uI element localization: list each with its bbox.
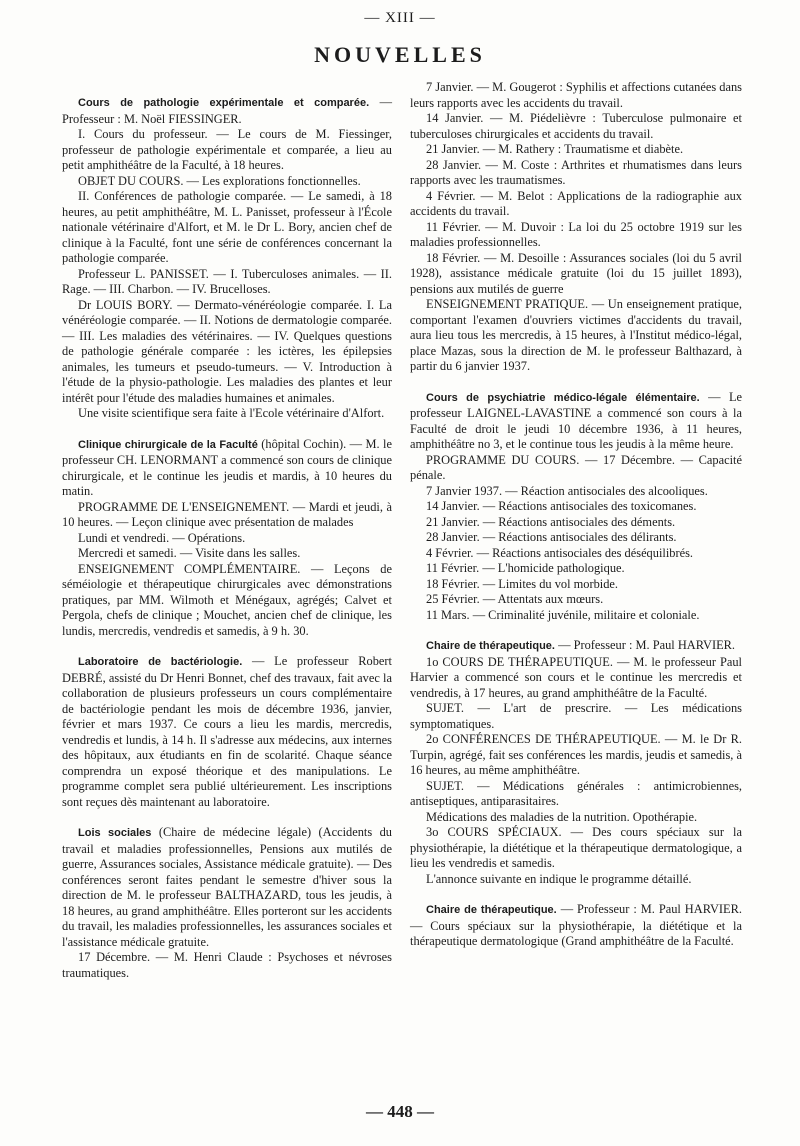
paragraph-text: — Professeur : M. Paul HARVIER. [554,638,736,652]
paragraph [410,810,742,826]
section-lead-paragraph [410,390,742,453]
paragraph [62,267,392,298]
paragraph-text: — Professeur : M. Noël FIESSINGER. [62,95,392,126]
paragraph-text: (hôpital Cochin). — M. le professeur CH. LENORMANT a commencé son cours de clinique chirurgicale, et le continue les jeudis et mardis, à 10 heures du matin. [62,436,392,498]
paragraph-text: 4 Février. — M. Belot : Applications de la radiographie aux accidents du travail. [410,188,742,218]
paragraph-text: Dr LOUIS BORY. — Dermato-vénéréologie comparée. I. La vénéréologie comparée. — II. Notions de dermatologie comparée. — III. Les maladies des vétérinaires. — IV. Quelques questions de pathologie générale comparée : les ictères, les épilepsies animales, les tumeurs et pseudo-tumeurs. — V. Introduction à l'étude de la physio-pathologie. Les maladies des plantes et leur intérêt pour l'étude des maladies humaines et animales. [62,297,392,405]
paragraph-text: (Chaire de médecine légale) (Accidents du travail et maladies professionnelles, Pensions aux mutilés de guerre, Assurances sociales, Assistance médicale gratuite). — Des conférences seront faites pendant le semestre d'hiver sous la direction de M. le professeur BALTHAZARD, tous les jeudis, à 18 heures, au grand amphithéâtre. Elles porteront sur les accidents du travail, les maladies professionnelles, les assurances sociales et l'assistance médicale gratuite. [62,825,393,949]
paragraph-text: — Le professeur Robert DEBRÉ, assisté du Dr Henri Bonnet, chef des travaux, fait avec la collaboration de plusieurs professeurs un cours complémentaire de bactériologie pendant les mois de décembre 1936, janvier, février et mars 1937. Ce cours a lieu les mardis, mercredis, vendredis et lundis, à 14 h. Il s'adresse aux médecins, aux internes des hôpitaux, aux étudiants en fin de scolarité. Chaque séance comprendra un exposé théorique et des manipulations. Le programme complet sera publié ultérieurement. Les inscriptions sont reçues dès maintenant au laboratoire. [62,654,392,809]
paragraph-text: 25 Février. — Attentats aux mœurs. [426,592,604,606]
paragraph [62,298,392,407]
paragraph [410,577,742,593]
paragraph-text: 28 Janvier. — Réactions antisociales des délirants. [426,530,677,544]
paragraph-text: 7 Janvier 1937. — Réaction antisociales des alcooliques. [426,483,708,498]
paragraph [410,484,742,500]
paragraph-text: — Professeur : M. Paul HARVIER. — Cours spéciaux sur la physiothérapie, la diététique et la thérapeutique dermatologique (Grand amphithéâtre de la Faculté. [410,902,742,948]
paragraph [410,158,742,189]
paragraph-text: PROGRAMME DE L'ENSEIGNEMENT. — Mardi et jeudi, à 10 heures. — Leçon clinique avec présentation de malades [62,499,392,529]
paragraph-text: 11 Mars. — Criminalité juvénile, militaire et coloniale. [426,607,700,622]
paragraph-text: ENSEIGNEMENT PRATIQUE. — Un enseignement pratique, comportant l'examen d'ouvriers victimes d'accidents du travail, aura lieu tous les mercredis, à 15 heures, à l'Institut médico-légal, place Mazas, sous la direction de M. le professeur Balthazard, à partir du 6 janvier 1937. [410,297,742,373]
section-heading: Clinique chirurgicale de la Faculté [78,438,258,451]
paragraph-text: 3o COURS SPÉCIAUX. — Des cours spéciaux sur la physiothérapie, la diététique et la thérapeutique dermatologique, a lieu les vendredis et samedis. [410,825,742,870]
paragraph [410,732,742,779]
paragraph [410,546,742,562]
paragraph-text: 17 Décembre. — M. Henri Claude : Psychoses et névroses traumatiques. [62,950,392,980]
section-lead-paragraph [410,902,742,950]
paragraph-text: 21 Janvier. — M. Rathery : Traumatisme et diabète. [426,142,684,156]
paragraph [410,872,742,888]
right-column [410,80,742,950]
section-heading: Chaire de thérapeutique. [426,640,555,652]
section-heading: Chaire de thérapeutique. [426,904,557,916]
section-lead-paragraph [410,638,742,655]
paragraph [410,220,742,251]
paragraph-text: SUJET. — Médications générales : antimicrobiennes, antiseptiques, antiparasitaires. [410,778,742,808]
paragraph-text: 21 Janvier. — Réactions antisociales des déments. [426,514,676,529]
paragraph-text: SUJET. — L'art de prescrire. — Les médications symptomatiques. [410,701,742,731]
section-heading: Cours de pathologie expérimentale et comparée. [78,97,370,109]
section-lead-paragraph [62,825,392,950]
paragraph [62,531,392,547]
paragraph-text: PROGRAMME DU COURS. — 17 Décembre. — Capacité pénale. [410,452,742,482]
paragraph [410,825,742,872]
paragraph-text: 14 Janvier. — M. Piédelièvre : Tuberculose pulmonaire et tuberculoses chirurgicales et accidents du travail. [410,111,742,141]
paragraph [410,189,742,220]
paragraph [410,111,742,142]
left-column [62,80,392,981]
paragraph-text: OBJET DU COURS. — Les explorations fonctionnelles. [78,173,361,188]
paragraph [410,251,742,298]
paragraph-text: 11 Février. — L'homicide pathologique. [426,561,625,575]
paragraph-text: Lundi et vendredi. — Opérations. [78,530,246,545]
section-lead-paragraph [62,95,392,127]
paragraph [62,127,392,174]
section-lead-paragraph [62,437,392,500]
paragraph [410,592,742,608]
paragraph [410,701,742,732]
paragraph [410,297,742,375]
paragraph-text: L'annonce suivante en indique le programme détaillé. [426,871,692,886]
paragraph-text: II. Conférences de pathologie comparée. — Le samedi, à 18 heures, au petit amphithéâtre, M. L. Panisset, professeur à l'École nationale vétérinaire d'Alfort, et M. le Dr L. Bory, ancien chef de clinique à la Faculté, font une série de conférences concernant la pathologie comparée. [62,189,392,265]
section-heading: Cours de psychiatrie médico-légale élémentaire. [426,391,700,404]
paragraph-text: 2o CONFÉRENCES DE THÉRAPEUTIQUE. — M. le Dr R. Turpin, agrégé, fait ses conférences les mardis, jeudis et samedis, à 16 heures, au même amphithéâtre. [410,732,742,777]
paragraph-text: 18 Février. — M. Desoille : Assurances sociales (loi du 5 avril 1928), assistance médicale gratuite (loi du 15 juillet 1893), pensions aux mutilés de guerre [410,250,742,296]
paragraph-text: I. Cours du professeur. — Le cours de M. Fiessinger, professeur de pathologie expérimentale et comparée, a lieu au petit amphithéâtre de la Faculté, à 18 heures. [62,127,392,172]
page-folio-roman: — XIII — [364,10,436,26]
paragraph [410,142,742,158]
paragraph-text: ENSEIGNEMENT COMPLÉMENTAIRE. — Leçons de séméiologie et thérapeutique chirurgicales avec démonstrations pratiques, par MM. Wilmoth et Ménégaux, agrégés; Calvet et Pergola, chefs de clinique ; Mouchet, ancien chef de clinique, les lundis, mercredis, vendredis et samedis, à 9 h. 30. [62,561,392,638]
paragraph [62,950,392,981]
paragraph [62,174,392,190]
paragraph [410,80,742,111]
section-heading: Laboratoire de bactériologie. [78,656,243,668]
paragraph [62,406,392,422]
paragraph [410,453,742,484]
paragraph [62,500,392,531]
page-number: — 448 — [366,1102,434,1121]
section-heading: Lois sociales [78,827,152,839]
paragraph-text: 18 Février. — Limites du vol morbide. [426,576,619,591]
paragraph [410,530,742,546]
section-title: NOUVELLES [314,42,486,67]
paragraph-text: 7 Janvier. — M. Gougerot : Syphilis et affections cutanées dans leurs rapports avec les accidents du travail. [410,80,742,110]
paragraph [410,608,742,624]
paragraph [410,655,742,702]
paragraph [410,561,742,577]
paragraph-text: 11 Février. — M. Duvoir : La loi du 25 octobre 1919 sur les maladies professionnelles. [410,219,742,249]
paragraph [62,546,392,562]
paragraph-text: — Le professeur LAIGNEL-LAVASTINE a commencé son cours à la Faculté de droit le jeudi 10 décembre 1936, à 11 heures, amphithéâtre no 3, et le continue tous les jeudis à la même heure. [410,389,743,451]
paragraph [62,189,392,267]
section-lead-paragraph [62,654,392,810]
paragraph [410,779,742,810]
paragraph-text: 1o COURS DE THÉRAPEUTIQUE. — M. le professeur Paul Harvier a commencé son cours et le continue les mercredis et vendredis, à 17 heures, au grand amphithéâtre de la Faculté. [410,654,742,700]
paragraph-text: Médications des maladies de la nutrition. Opothérapie. [426,809,698,824]
paragraph [410,499,742,515]
paragraph-text: Une visite scientifique sera faite à l'Ecole vétérinaire d'Alfort. [78,406,385,420]
paragraph [62,562,392,640]
paragraph-text: Professeur L. PANISSET. — I. Tuberculoses animales. — II. Rage. — III. Charbon. — IV. Brucelloses. [62,266,392,296]
paragraph-text: Mercredi et samedi. — Visite dans les salles. [78,546,301,560]
paragraph-text: 14 Janvier. — Réactions antisociales des toxicomanes. [426,499,697,513]
paragraph-text: 4 Février. — Réactions antisociales des déséquilibrés. [426,545,694,560]
paragraph [410,515,742,531]
paragraph-text: 28 Janvier. — M. Coste : Arthrites et rhumatismes dans leurs rapports avec les traumatismes. [410,157,742,187]
